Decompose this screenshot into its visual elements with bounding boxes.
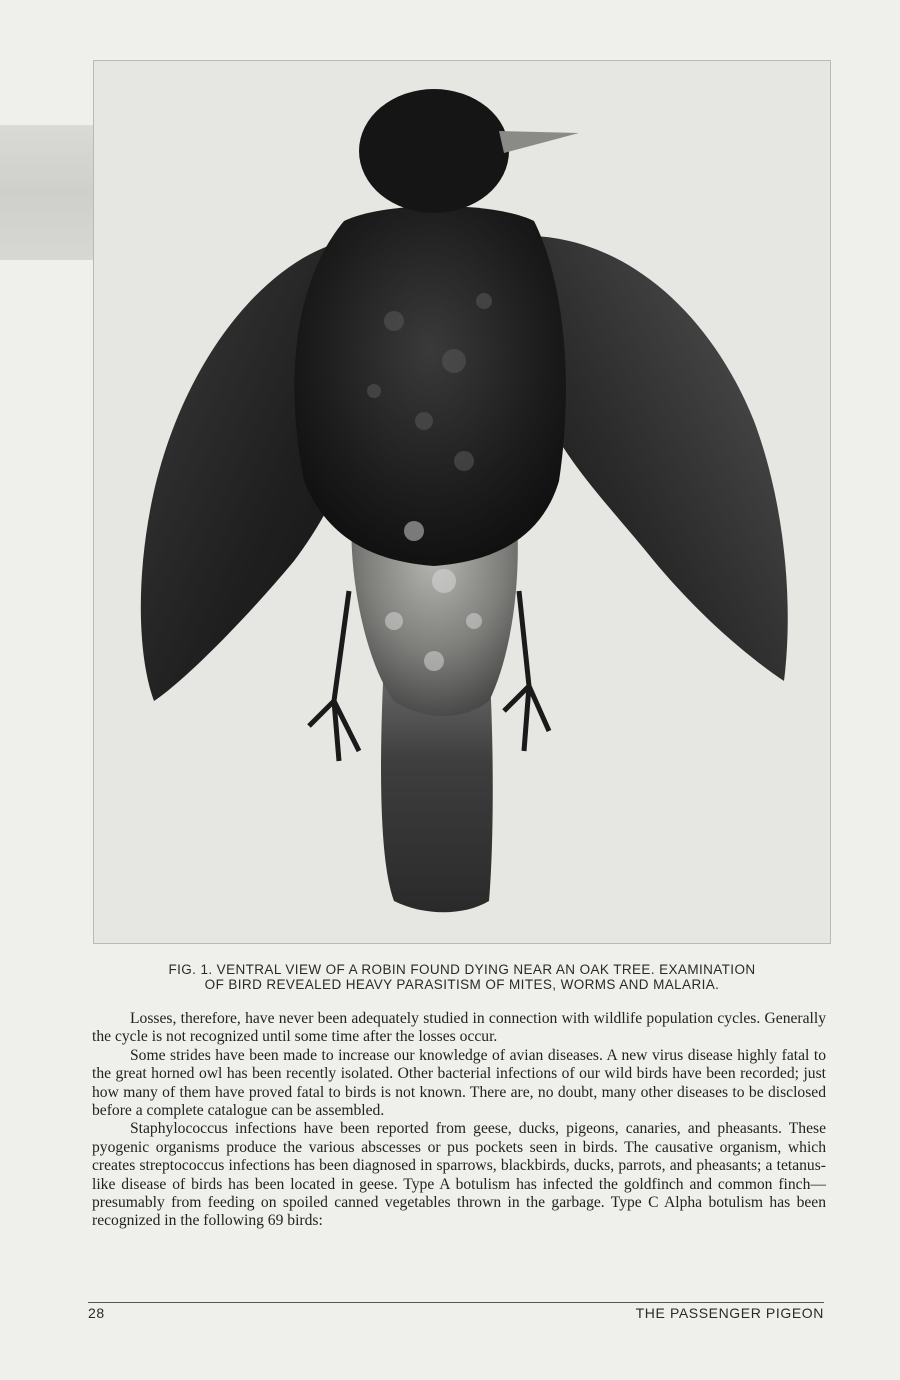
paragraph-avian-diseases: Some strides have been made to increase our knowledge of avian diseases. A new virus disease highly fatal to the great horned owl has been recently isolated. Other bacterial infections of our wild birds have been recorded; just how many of them have proved fatal to birds is not known. There are, no doubt, many other diseases to be disclosed before a complete catalogue can be assembled. bbox=[92, 1046, 826, 1120]
page-number: 28 bbox=[88, 1305, 105, 1321]
article-body bbox=[92, 1010, 826, 1231]
caption-line-1: FIG. 1. VENTRAL VIEW OF A ROBIN FOUND DYING NEAR AN OAK TREE. EXAMINATION bbox=[168, 962, 756, 977]
head bbox=[359, 89, 509, 213]
figure-caption bbox=[92, 962, 832, 992]
robin-illustration bbox=[94, 61, 830, 943]
footer-rule bbox=[88, 1302, 824, 1303]
body bbox=[294, 206, 566, 566]
paragraph-infections: Staphylococcus infections have been reported from geese, ducks, pigeons, canaries, and pheasants. These pyogenic organisms produce the various abscesses or pus pockets seen in birds. The causative organism, which creates streptococcus infections has been diagnosed in sparrows, blackbirds, ducks, parrots, and pheasants; a tetanus-like disease of birds has been located in geese. Type A botulism has infected the goldfinch and common finch—presumably from feeding on spoiled canned vegetables thrown in the garbage. Type C Alpha botulism has been recognized in the following 69 birds: bbox=[92, 1120, 826, 1230]
journal-title: THE PASSENGER PIGEON bbox=[635, 1305, 824, 1321]
caption-line-2: OF BIRD REVEALED HEAVY PARASITISM OF MITES, WORMS AND MALARIA. bbox=[204, 977, 720, 992]
paragraph-losses: Losses, therefore, have never been adequately studied in connection with wildlife population cycles. Generally the cycle is not recognized until some time after the losses occur. bbox=[92, 1010, 826, 1046]
robin-photograph bbox=[93, 60, 831, 944]
